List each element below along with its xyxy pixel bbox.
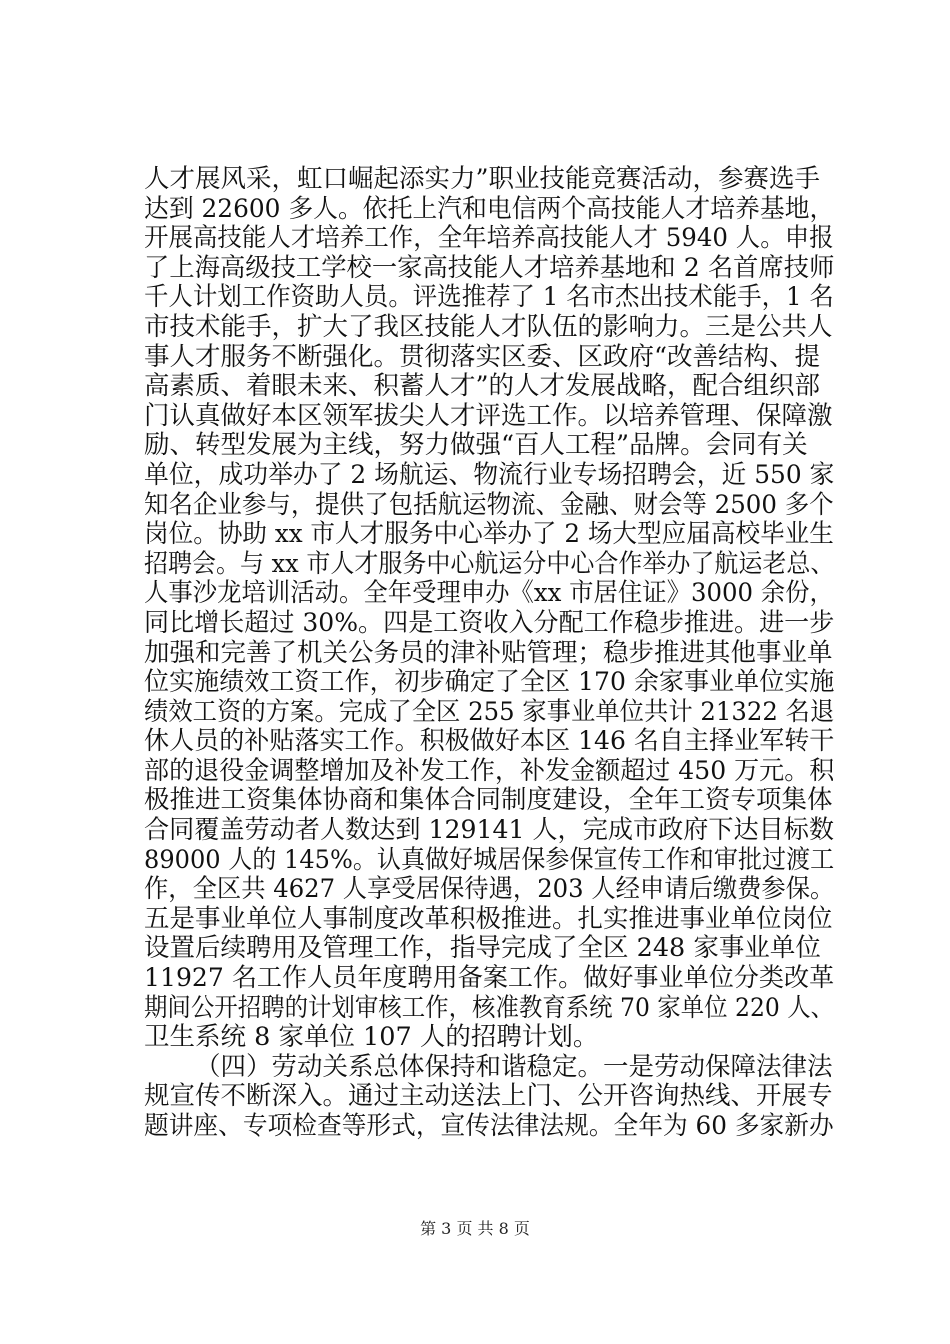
text-line: 部的退役金调整增加及补发工作，补发金额超过 450 万元。积: [144, 755, 835, 786]
text-line: 招聘会。与 xx 市人才服务中心航运分中心合作举办了航运老总、: [144, 548, 835, 579]
text-line: 市技术能手，扩大了我区技能人才队伍的影响力。三是公共人: [144, 311, 833, 342]
text-line: 五是事业单位人事制度改革积极推进。扎实推进事业单位岗位: [144, 903, 833, 934]
text-line: 单位，成功举办了 2 场航运、物流行业专场招聘会，近 550 家: [144, 459, 835, 490]
text-line: 人才展风采，虹口崛起添实力”职业技能竞赛活动，参赛选手: [144, 164, 821, 194]
text-line: 规宣传不断深入。通过主动送法上门、公开咨询热线、开展专: [144, 1081, 833, 1112]
text-line: 事人才服务不断强化。贯彻落实区委、区政府“改善结构、提: [144, 341, 821, 372]
text-line: 达到 22600 多人。依托上汽和电信两个高技能人才培养基地，: [144, 193, 835, 224]
text-line: 人事沙龙培训活动。全年受理申办《xx 市居住证》3000 余份，: [144, 578, 834, 609]
page-footer: 第 3 页 共 8 页: [420, 1219, 530, 1238]
text-line: 开展高技能人才培养工作，全年培养高技能人才 5940 人。申报: [144, 223, 834, 254]
text-line: 加强和完善了机关公务员的津补贴管理；稳步推进其他事业单: [144, 637, 833, 668]
text-line: 作，全区共 4627 人享受居保待遇，203 人经申请后缴费参保。: [144, 874, 835, 905]
text-line: 同比增长超过 30%。四是工资收入分配工作稳步推进。进一步: [144, 607, 835, 638]
text-line: 题讲座、专项检查等形式，宣传法律法规。全年为 60 多家新办: [144, 1111, 834, 1141]
text-line: 门认真做好本区领军拔尖人才评选工作。以培养管理、保障激: [144, 400, 833, 431]
text-line: 绩效工资的方案。完成了全区 255 家事业单位共计 21322 名退: [144, 696, 835, 727]
paragraph-start-line: （四）劳动关系总体保持和谐稳定。一是劳动保障法律法: [195, 1051, 833, 1082]
text-line: 89000 人的 145%。认真做好城居保参保宣传工作和审批过渡工: [144, 844, 835, 875]
text-line: 了上海高级技工学校一家高技能人才培养基地和 2 名首席技师: [144, 252, 835, 283]
text-line: 知名企业参与，提供了包括航运物流、金融、财会等 2500 多个: [144, 489, 834, 520]
text-line: 极推进工资集体协商和集体合同制度建设，全年工资专项集体: [144, 785, 833, 816]
text-line: 位实施绩效工资工作，初步确定了全区 170 余家事业单位实施: [144, 667, 835, 698]
text-line: 休人员的补贴落实工作。积极做好本区 146 名自主择业军转干: [144, 726, 835, 757]
text-line: 期间公开招聘的计划审核工作，核准教育系统 70 家单位 220 人、: [144, 992, 835, 1023]
text-line: 卫生系统 8 家单位 107 人的招聘计划。: [144, 1022, 599, 1053]
text-line: 岗位。协助 xx 市人才服务中心举办了 2 场大型应届高校毕业生: [144, 519, 834, 550]
text-line: 高素质、着眼未来、积蓄人才”的人才发展战略，配合组织部: [144, 371, 821, 402]
text-line: 11927 名工作人员年度聘用备案工作。做好事业单位分类改革: [144, 963, 835, 994]
text-line: 励、转型发展为主线，努力做强“百人工程”品牌。会同有关: [144, 430, 808, 461]
text-line: 千人计划工作资助人员。评选推荐了 1 名市杰出技术能手，1 名: [144, 282, 834, 313]
text-line: 合同覆盖劳动者人数达到 129141 人，完成市政府下达目标数: [144, 815, 835, 846]
text-line: 设置后续聘用及管理工作，指导完成了全区 248 家事业单位: [144, 933, 821, 964]
body-text: [144, 165, 834, 1142]
